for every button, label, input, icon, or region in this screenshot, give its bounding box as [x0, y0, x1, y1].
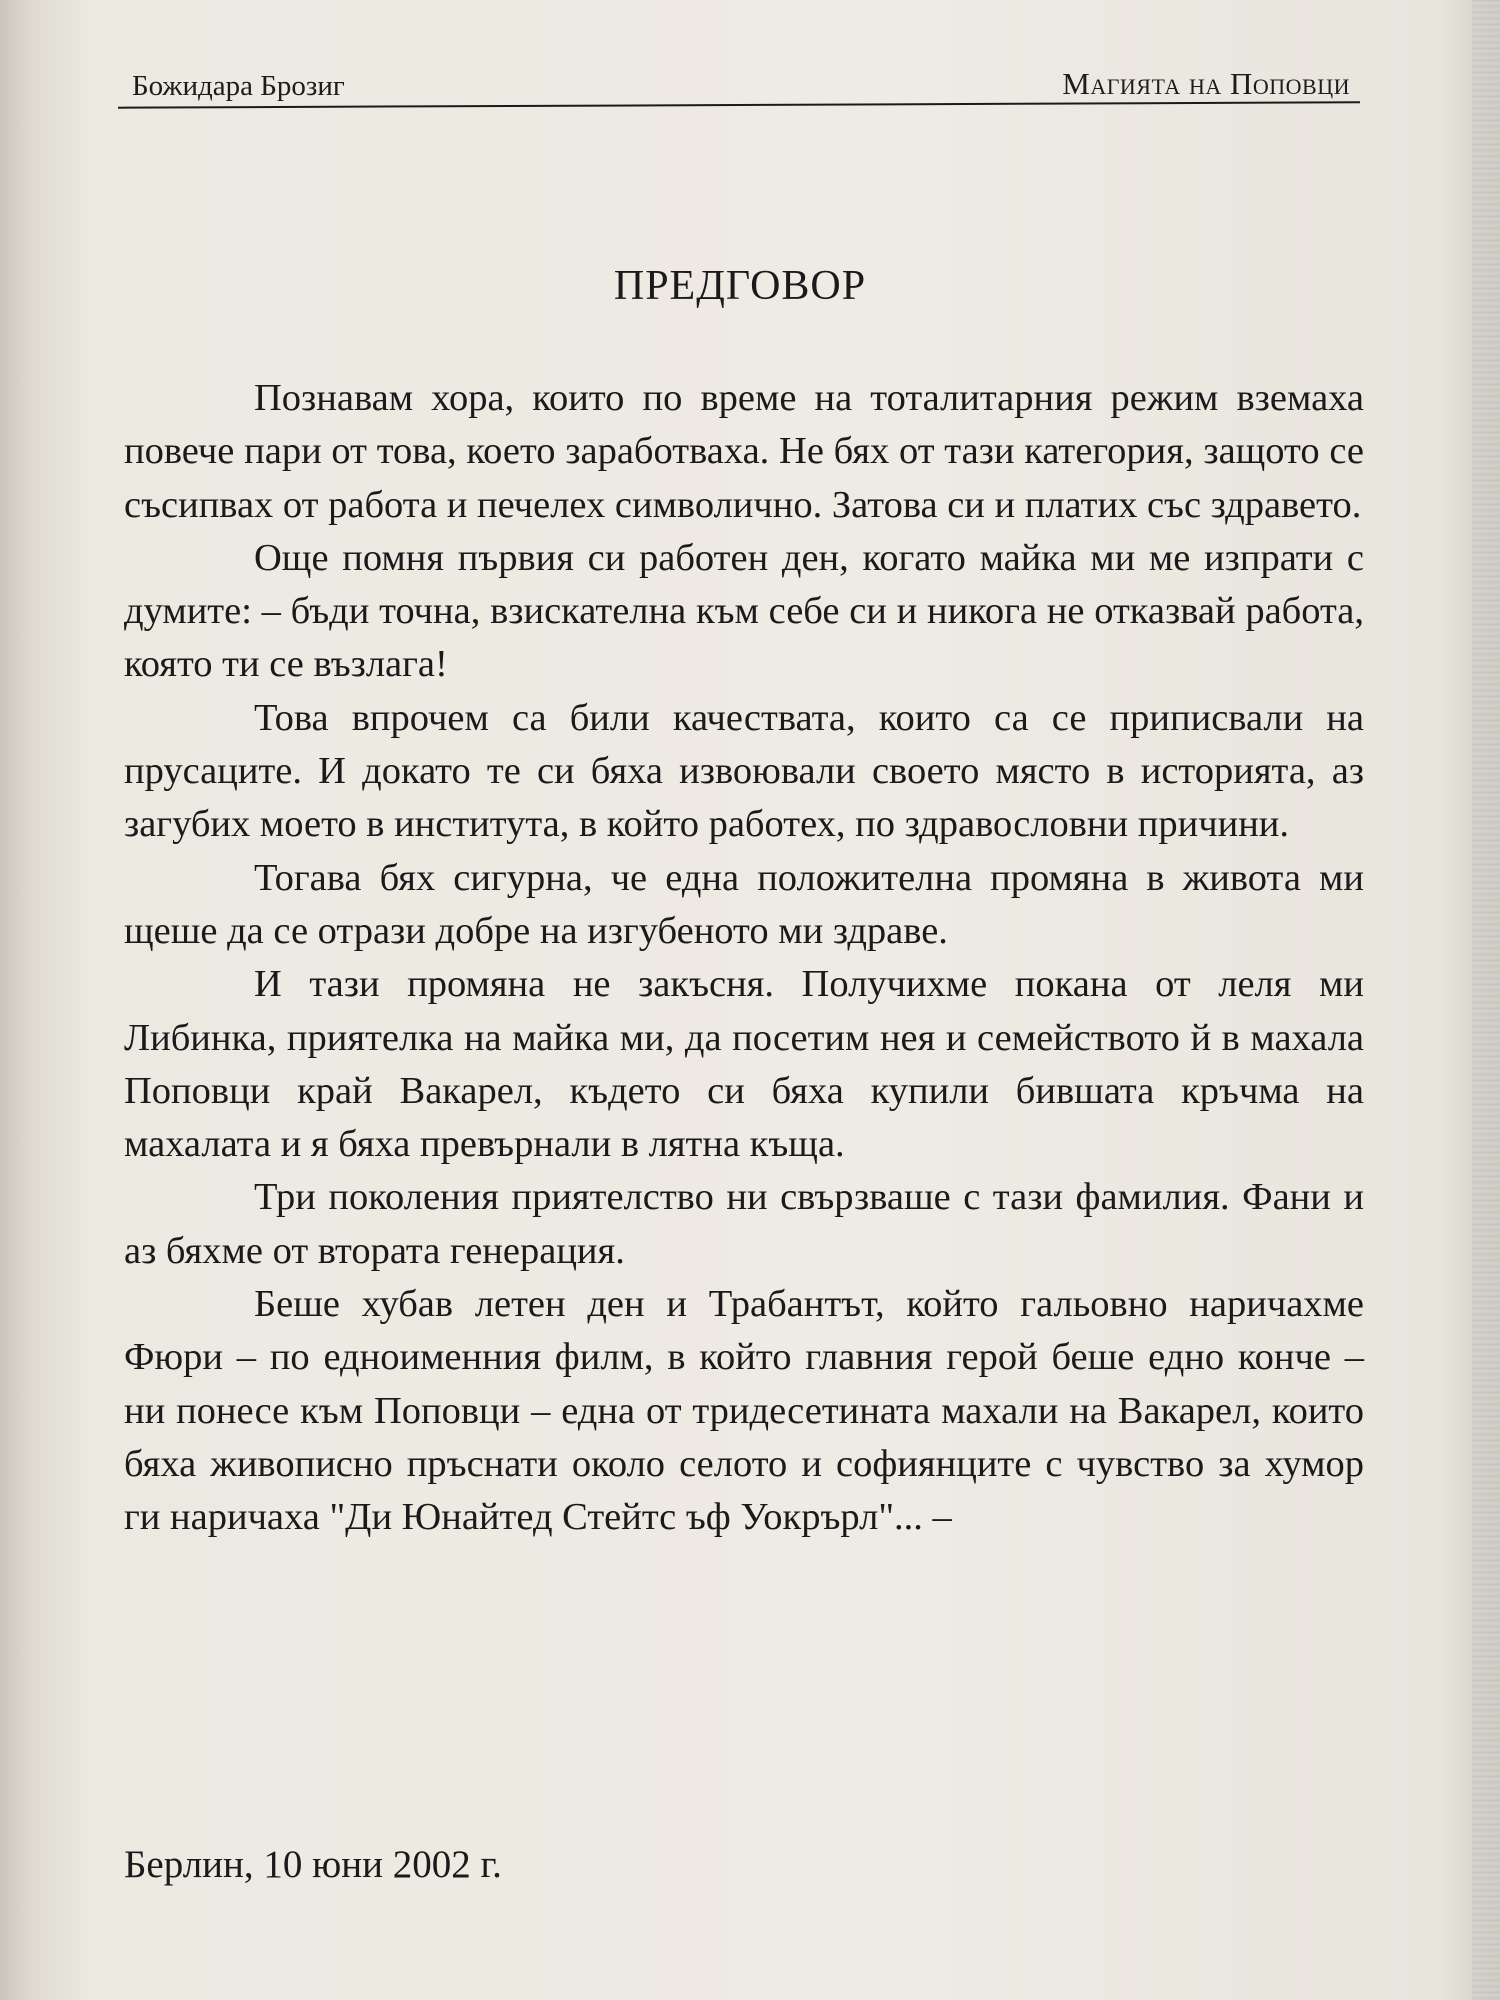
- header-author: Божидара Брозиг: [132, 70, 345, 102]
- paragraph: И тази промяна не закъсня. Получихме покана от леля ми Либинка, приятелка на майка ми, да посетим нея и семейството й в махала Поповци край Вакарел, където си бяха купили бившата кръчма на махалата и я бяха превърнали в лятна къща.: [124, 963, 1364, 1166]
- paragraph: Познавам хора, които по време на тоталитарния режим вземаха повече пари от това, което заработваха. Не бях от тази категория, защото се съсипвах от работа и печелех символично. Затова си и платих със здравето.: [124, 377, 1364, 526]
- paragraph: Три поколения приятелство ни свързваше с тази фамилия. Фани и аз бяхме от втората генерация.: [124, 1176, 1364, 1272]
- body-text: [124, 372, 1364, 1545]
- chapter-title: ПРЕДГОВОР: [613, 263, 867, 309]
- signature-place-date: Берлин, 10 юни 2002 г.: [124, 1843, 502, 1886]
- paragraph: Тогава бях сигурна, че една положителна промяна в живота ми щеше да се отрази добре на изгубеното ми здраве.: [124, 856, 1364, 952]
- paragraph: Беше хубав летен ден и Трабантът, който гальовно наричахме Фюри – по едноименния филм, в който главния герой беше едно конче – ни понесе към Поповци – една от тридесетината махали на Вакарел, които бяха живописно пръснати около селото и софиянците с чувство за хумор ги наричаха "Ди Юнайтед Стейтс ъф Уокрърл"... –: [124, 1283, 1364, 1539]
- paragraph: Още помня първия си работен ден, когато майка ми ме изпрати с думите: – бъди точна, взискателна към себе си и никога не отказвай работа, която ти се възлага!: [124, 536, 1364, 686]
- paragraph: Това впрочем са били качествата, които са се приписвали на прусаците. И докато те си бяха извоювали своето място в историята, аз загубих моето в института, в който работех, по здравословни причини.: [124, 696, 1364, 846]
- header-book-title: Магията на Поповци: [1062, 66, 1350, 101]
